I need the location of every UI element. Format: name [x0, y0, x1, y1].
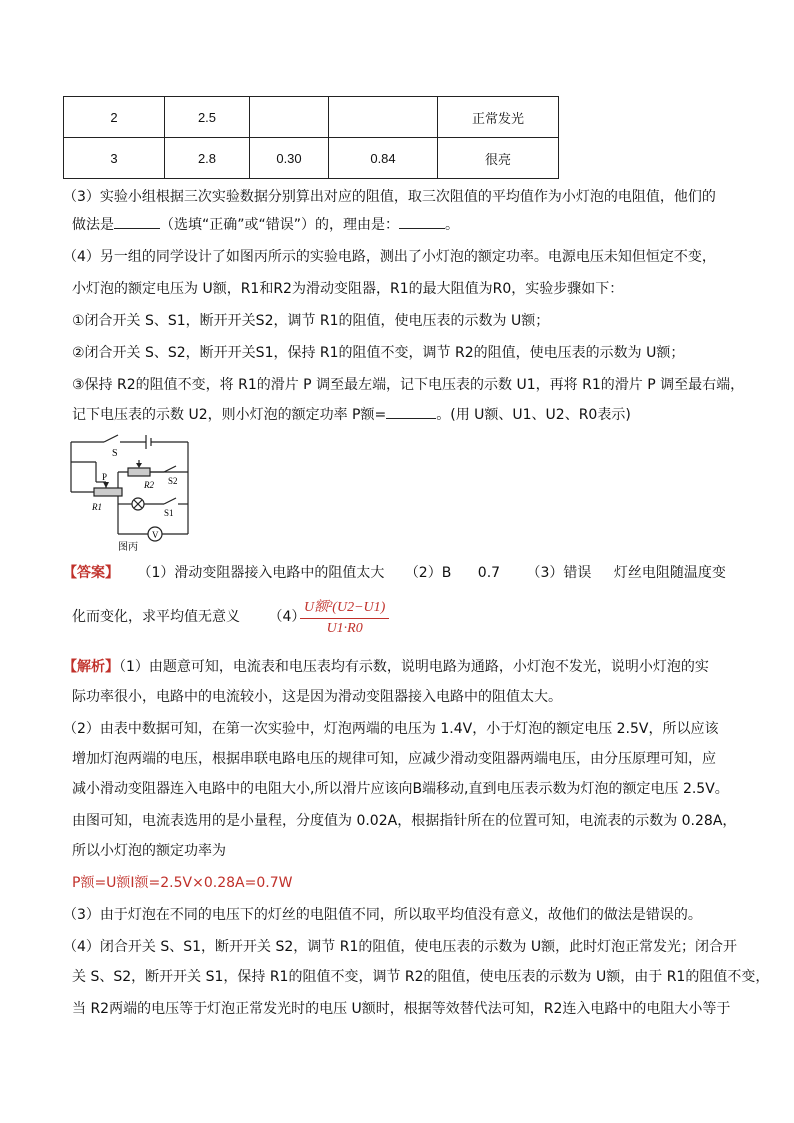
table-cell: 2.8 [165, 138, 250, 179]
label-s: S [112, 448, 118, 459]
circuit-diagram [66, 432, 196, 552]
label-s2: S2 [168, 476, 178, 486]
answer-tag: 【答案】 [63, 565, 119, 581]
analysis-text: 当 R2两端的电压等于灯泡正常发光时的电压 U额时，根据等效替代法可知，R2连入电路中的电阻大小等于 [72, 1001, 731, 1017]
label-r2: R2 [144, 480, 154, 490]
answer-3-reason-cont: 化而变化，求平均值无意义 [72, 609, 240, 625]
analysis-text: （1）由题意可知，电流表和电压表均有示数，说明电路为通路，小灯泡不发光，说明小灯泡的实 [119, 659, 709, 675]
answer-3: （3）错误 [526, 565, 592, 581]
answer-3-reason: 灯丝电阻随温度变 [613, 565, 726, 581]
q4-step1: ①闭合开关 S、S1，断开开关S2，调节 R1的阻值，使电压表的示数为 U额； [72, 313, 550, 329]
analysis-text: 增加灯泡两端的电压，根据串联电路电压的规律可知，应减少滑动变阻器两端电压，由分压原理可知，应 [72, 751, 716, 767]
analysis-text: 由图可知，电流表选用的是小量程，分度值为 0.02A，根据指针所在的位置可知，电流表的示数为 0.28A， [72, 813, 737, 829]
answer-2-value: 0.7 [477, 565, 501, 581]
label-r1: R1 [92, 502, 102, 512]
formula-denominator: U1·R0 [326, 621, 363, 636]
q4-line1: （4）另一组的同学设计了如图丙所示的实验电路，测出了小灯泡的额定功率。电源电压未知但恒定不变， [63, 249, 716, 265]
q3-line1: （3）实验小组根据三次实验数据分别算出对应的阻值，取三次阻值的平均值作为小灯泡的电阻值，他们的 [63, 189, 716, 205]
table-cell: 3 [64, 138, 165, 179]
answer-line1 [63, 562, 734, 584]
q3-text: 做法是 [72, 217, 114, 233]
q4-text: 记下电压表的示数 U2，则小灯泡的额定功率 P额= [72, 407, 387, 423]
q3-text: 。 [445, 217, 460, 233]
table-cell: 2 [64, 97, 165, 138]
q4-text: 。(用 U额、U1、U2、R0表示) [436, 407, 631, 423]
label-s1: S1 [164, 508, 174, 518]
analysis-text: （4）闭合开关 S、S1，断开开关 S2，调节 R1的阻值，使电压表的示数为 U额，此时灯泡正常发光；闭合开 [63, 939, 738, 955]
analysis-text: 所以小灯泡的额定功率为 [72, 843, 226, 859]
answer-blank [386, 404, 436, 419]
figure-caption: 图丙 [118, 542, 138, 552]
analysis-text: （2）由表中数据可知，在第一次实验中，灯泡两端的电压为 1.4V，小于灯泡的额定电压 2.5V，所以应该 [63, 721, 719, 737]
q4-line2: 小灯泡的额定电压为 U额，R1和R2为滑动变阻器，R1的最大阻值为R0，实验步骤如下： [72, 281, 624, 297]
answer-1: （1）滑动变阻器接入电路中的阻值太大 [137, 565, 385, 581]
table-cell: 正常发光 [438, 97, 559, 138]
answer-formula [300, 596, 389, 637]
table-cell [250, 97, 329, 138]
analysis-formula: P额=U额I额=2.5V×0.28A=0.7W [72, 875, 293, 891]
formula-numerator: U额²(U2−U1) [300, 596, 389, 619]
analysis-text: （3）由于灯泡在不同的电压下的灯丝的电阻值不同，所以取平均值没有意义，故他们的做法是错误的。 [63, 907, 702, 923]
answer-line2 [72, 606, 734, 628]
q4-step3a: ③保持 R2的阻值不变，将 R1的滑片 P 调至最左端，记下电压表的示数 U1，再将 R1的滑片 P 调至最右端， [72, 377, 745, 393]
analysis-text: 关 S、S2，断开开关 S1，保持 R1的阻值不变，调节 R2的阻值，使电压表的示数为 U额，由于 R1的阻值不变， [72, 969, 770, 985]
label-p: P [102, 472, 108, 482]
table-cell: 0.84 [329, 138, 438, 179]
analysis-text: 减小滑动变阻器连入电路中的电阻大小,所以滑片应该向B端移动,直到电压表示数为灯泡的额定电压 2.5V。 [72, 781, 729, 797]
q3-line2 [72, 214, 734, 236]
answer-4: （4） [268, 609, 306, 625]
table-cell: 2.5 [165, 97, 250, 138]
table-row [64, 138, 559, 179]
analysis-line1 [63, 656, 734, 678]
q3-text: （选填“正确”或“错误”）的，理由是： [160, 217, 400, 233]
table-cell: 0.30 [250, 138, 329, 179]
analysis-text: 际功率很小，电路中的电流较小，这是因为滑动变阻器接入电路中的阻值太大。 [72, 689, 562, 705]
table-row [64, 97, 559, 138]
table-cell [329, 97, 438, 138]
answer-blank [114, 214, 160, 229]
data-table [63, 96, 559, 179]
answer-blank [399, 214, 445, 229]
table-cell: 很亮 [438, 138, 559, 179]
label-v: V [152, 530, 159, 540]
answer-2: （2）B [404, 565, 452, 581]
q4-step3b [72, 404, 734, 426]
q4-step2: ②闭合开关 S、S2，断开开关S1，保持 R1的阻值不变，调节 R2的阻值，使电压表的示数为 U额； [72, 345, 685, 361]
analysis-tag: 【解析】 [63, 659, 119, 675]
